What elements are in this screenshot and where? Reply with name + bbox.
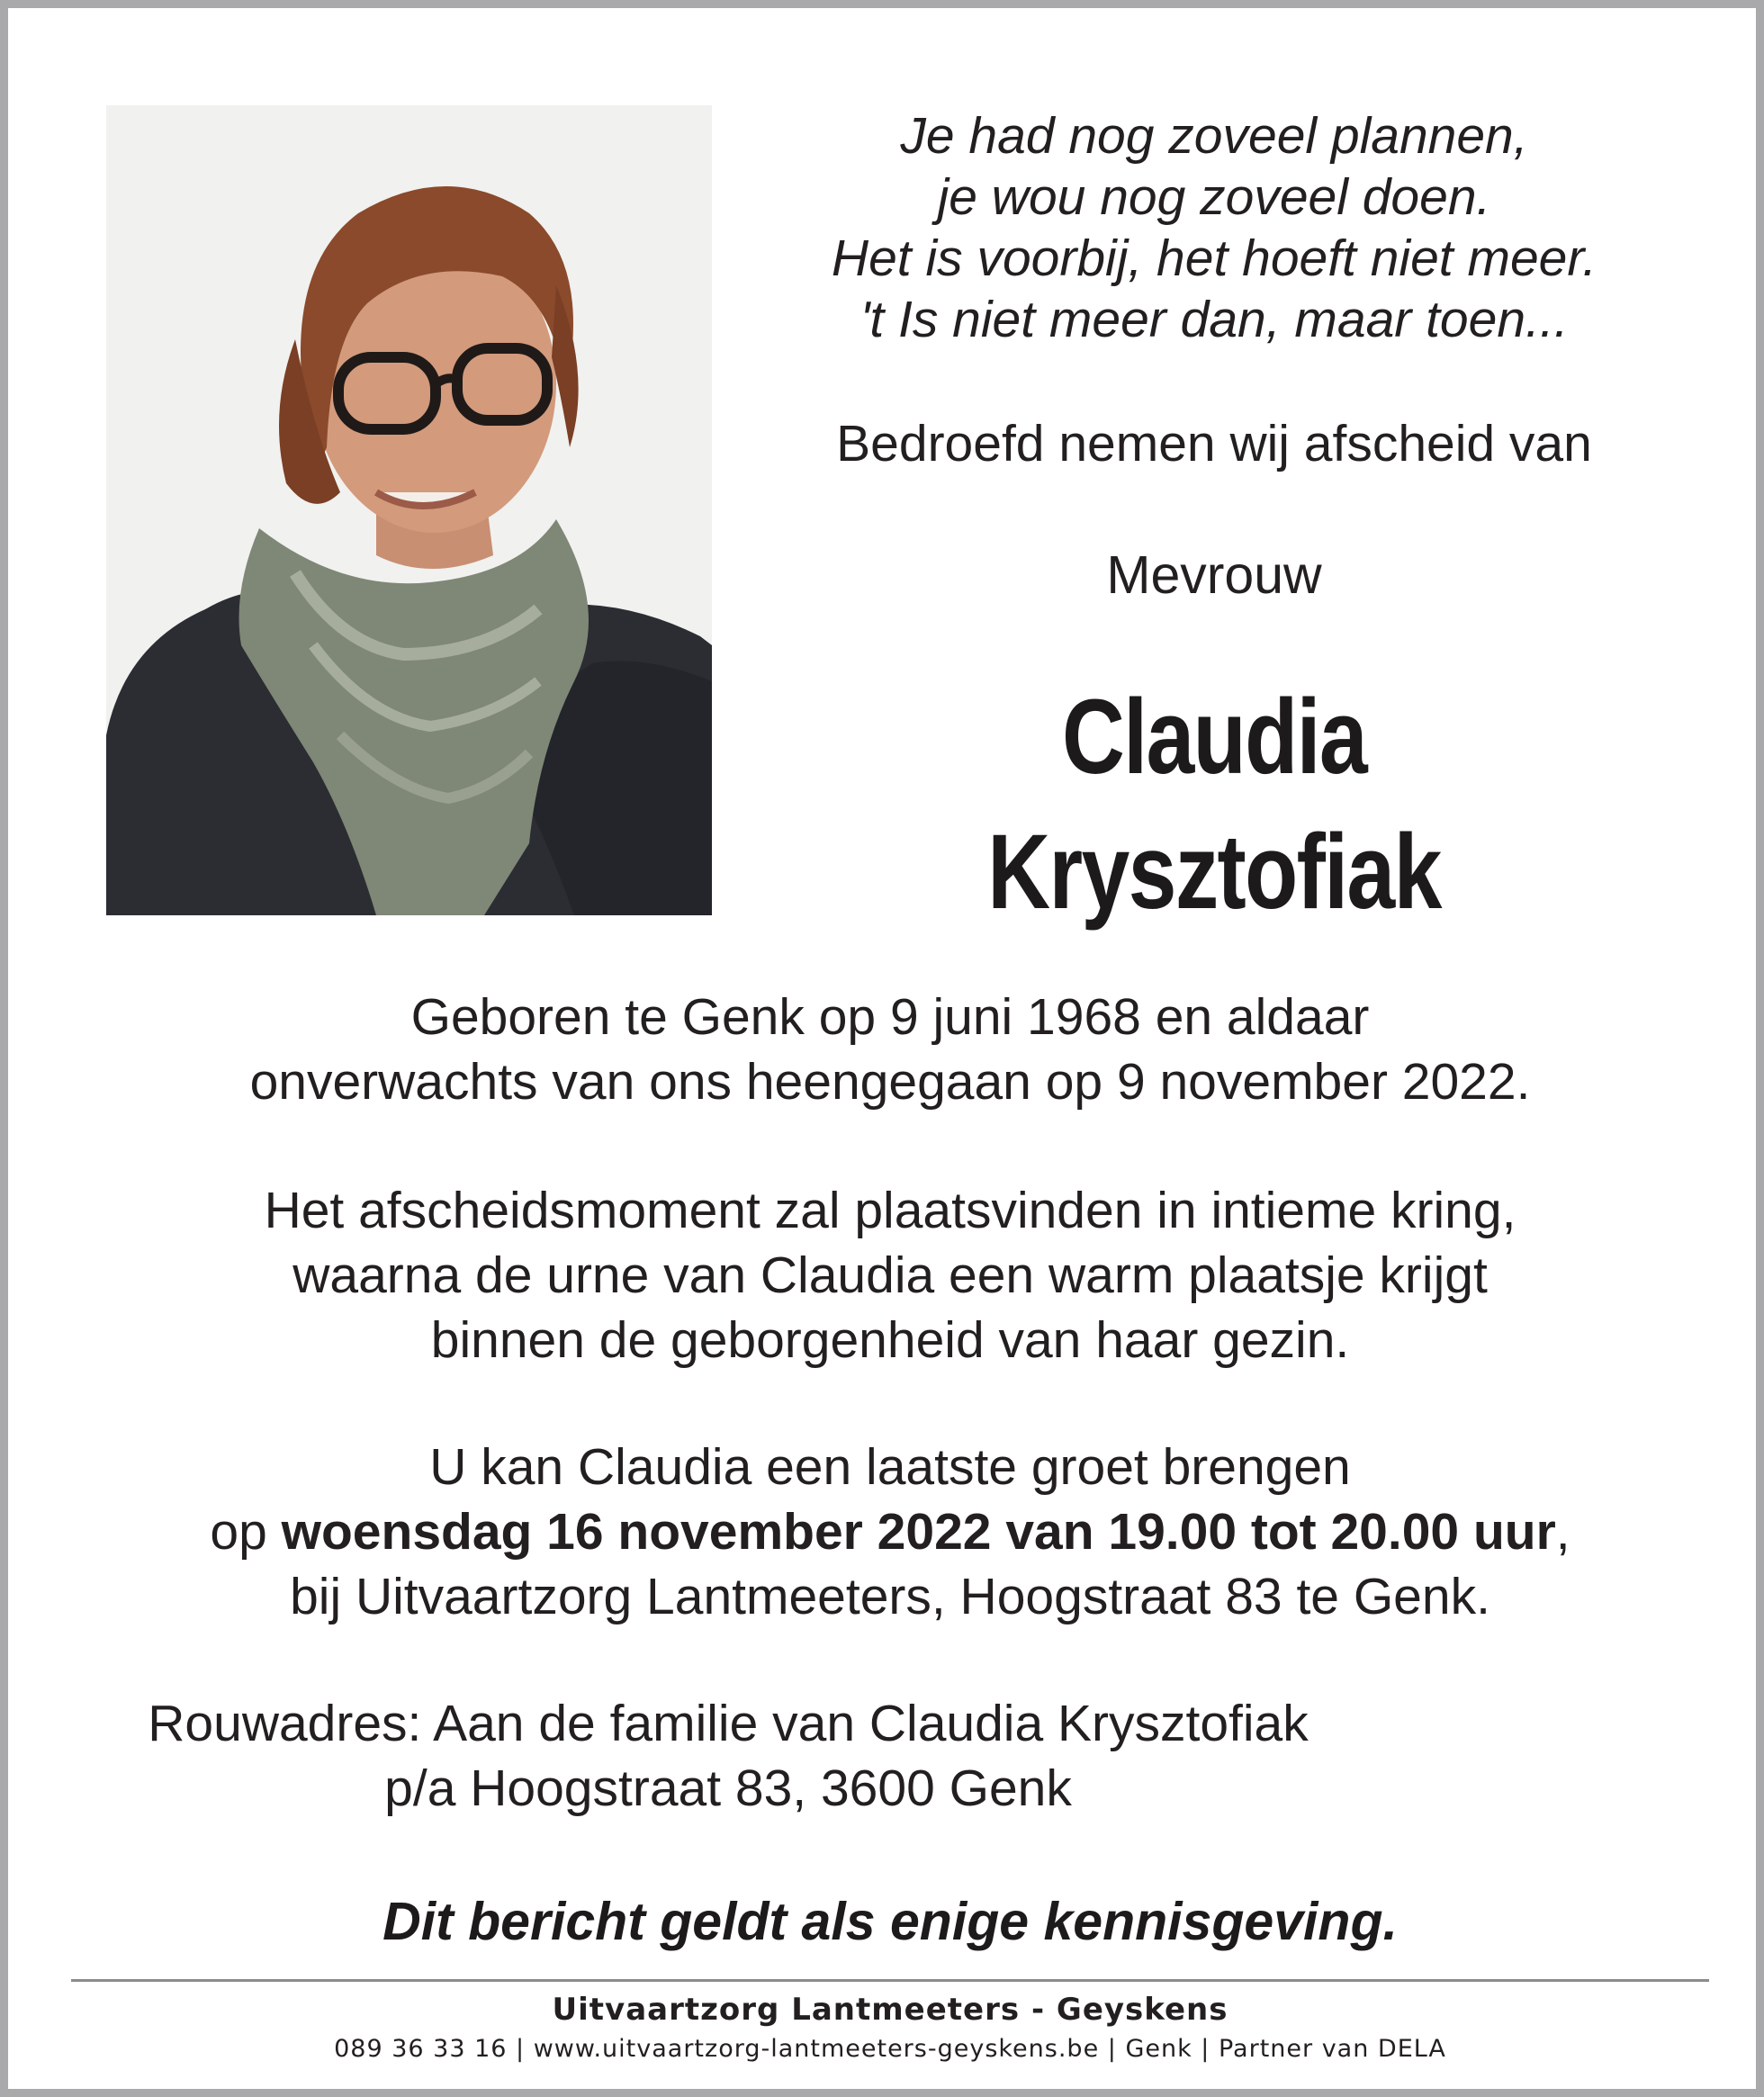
text-line: onverwachts van ons heengegaan op 9 november 2022. [249,1053,1531,1111]
poem-line: 't Is niet meer dan, maar toen... [860,291,1569,348]
text-prefix: op [210,1503,282,1561]
visitation-datetime: woensdag 16 november 2022 van 19.00 tot 20.00 uur [281,1503,1556,1561]
text-line: binnen de geborgenheid van haar gezin. [430,1311,1350,1369]
birth-death-text [62,985,1718,1114]
portrait-illustration [106,105,712,915]
text-line: bij Uitvaartzorg Lantmeeters, Hoogstraat 83 te Genk. [290,1568,1490,1625]
poem [764,105,1664,350]
funeral-home-contact: 089 36 33 16 | www.uitvaartzorg-lantmeeters-geyskens.be | Genk | Partner van DELA [334,2035,1446,2063]
text-line: waarna de urne van Claudia een warm plaatsje krijgt [292,1246,1488,1304]
poem-line: je wou nog zoveel doen. [937,168,1491,226]
text-line: Geboren te Genk op 9 juni 1968 en aldaar [410,988,1370,1046]
poem-line: Het is voorbij, het hoeft niet meer. [831,230,1598,287]
portrait-photo [106,105,712,915]
text-line: Rouwadres: Aan de familie van Claudia Krysztofiak [148,1695,1309,1752]
deceased-name [845,670,1583,940]
text-line: Het afscheidsmoment zal plaatsvinden in intieme kring, [264,1182,1516,1239]
funeral-home-name: Uitvaartzorg Lantmeeters - Geyskens [552,1992,1228,2028]
first-name: Claudia [1061,678,1366,796]
notice-text: Dit bericht geldt als enige kennisgeving. [382,1892,1398,1951]
mourning-address [62,1691,1394,1821]
ceremony-text [62,1178,1718,1372]
divider [71,1979,1709,1982]
text-line: p/a Hoogstraat 83, 3600 Genk [384,1760,1072,1817]
text-line: U kan Claudia een laatste groet brengen [429,1438,1351,1496]
text-suffix: , [1555,1503,1570,1561]
honorific: Mevrouw [1106,545,1322,605]
text-line [62,1499,1718,1564]
last-name: Krysztofiak [987,813,1441,932]
intro-text: Bedroefd nemen wij afscheid van [836,415,1592,472]
visitation-text [62,1435,1718,1629]
poem-line: Je had nog zoveel plannen, [900,107,1528,165]
